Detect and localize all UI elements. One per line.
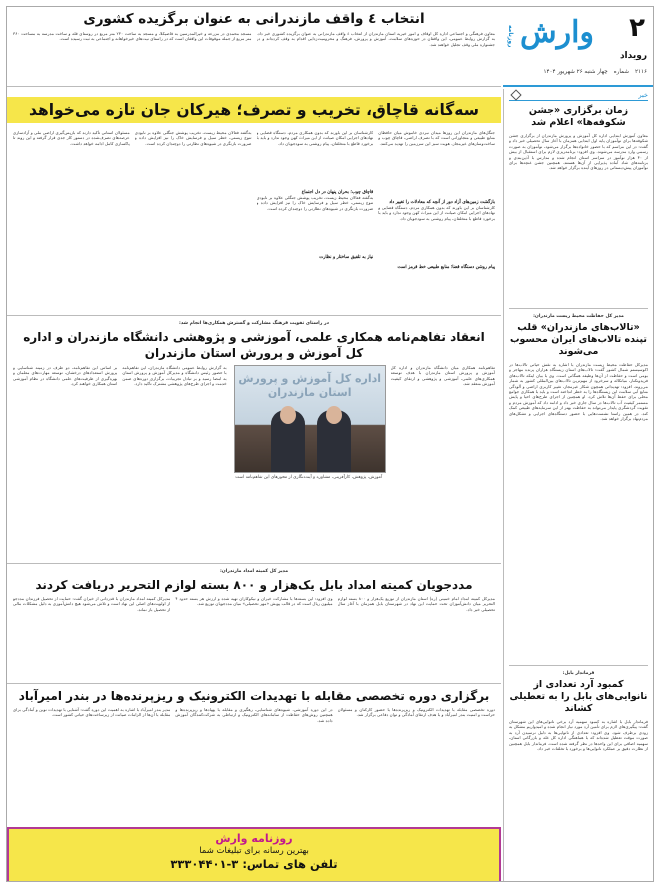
ad-brand: روزنامه وارش [215, 832, 293, 845]
hyrcan-col2: کارشناسان بر این باورند که بدون همکاری مردم، دستگاه قضایی و نهادهای اجرایی امکان صیانت از این میراث کهن وجود ندارد و باید با برخورد قاطع با متخلفان، پیام روشنی به سودجویان داد. [256, 130, 374, 146]
sidebar-story2-body: مدیرکل حفاظت محیط زیست مازندران با اشاره به نقش حیاتی تالاب‌ها در اکوسیستم شمال کشور گفت: تالاب‌های استان زیستگاه هزاران پرنده مهاجر و بومی است و حفاظت از آن‌ها وظیفه همگانی است. وی با بیان اینکه تالاب‌های فریدونکنار، میانکاله و سرخرود از مهم‌ترین تالاب‌های بین‌المللی کشور به شمار می‌روند، افزود: تهدیداتی همچون شکار غیرمجاز، تغییر کاربری اراضی و آلودگی منابع آبی سلامت این زیستگاه‌ها را به خطر انداخته است و باید با همکاری جوامع محلی برای حفظ آن‌ها تلاش کرد. او همچنین از اجرای طرح‌های احیا و پایش مستمر کیفیت آب تالاب‌ها در سال جاری خبر داد و ادامه داد که آموزش مردم و تقویت گردشگری پایدار می‌تواند به حفاظت بهتر از این سرمایه‌های طبیعی کمک کند. در همین راستا نشست‌هایی با حضور دستگاه‌های اجرایی و تشکل‌های مردم‌نهاد برگزار خواهد شد. [509, 362, 648, 422]
course-body-mid: در این دوره آموزشی، شیوه‌های شناسایی، رهگیری و مقابله با پهپادها و ریزپرنده‌ها و همچنین روش‌های حفاظت از سامانه‌های الکترونیک و ارتباطی به شرکت‌کنندگان آموزش داده شد. [175, 707, 333, 723]
issue-meta [544, 69, 647, 75]
course-story [7, 685, 501, 825]
sidebar-story3-body: فرماندار بابل با اشاره به کمبود سهمیه آرد برخی نانوایی‌های این شهرستان گفت: پیگیری‌های لازم برای تأمین آرد مورد نیاز انجام شده و امیدواریم مشکل به زودی برطرف شود. وی افزود: تعدادی از نانوایی‌ها به دلیل نرسیدن آرد به صورت موقت تعطیل شده‌اند که با هماهنگی اداره کل غله و بازرگانی استان، سهمیه اضافی برای این واحدها در نظر گرفته شده است. فرماندار بابل همچنین از نظارت دقیق بر عملکرد نانوایی‌ها و برخورد با تخلفات خبر داد. [509, 719, 648, 752]
hyrcan-col4: مسئولان استانی تأکید دارند که بازپس‌گیری اراضی ملی و آزادسازی عرصه‌های تصرف‌شده در دستور کار جدی قرار گرفته و این روند تا پاکسازی کامل ادامه خواهد داشت. [13, 130, 130, 146]
sidebar-section-label: خبر [638, 90, 648, 99]
issue-number: ۲۱۱۶ [634, 69, 647, 75]
relief-body-left: مدیرکل کمیته امداد مازندران با قدردانی از خیران گفت: حمایت از تحصیل فرزندان مددجو از اولویت‌های اصلی این نهاد است و تلاش می‌شود هیچ دانش‌آموزی به دلیل مشکلات مالی از تحصیل باز نماند. [13, 596, 171, 612]
ad-phone: تلفن های تماس: ۳-۳۳۳۰۴۴۰۱ [170, 857, 338, 871]
hyrcan-col1: جنگل‌های مازندران این روزها میدان نبردی خاموش میان حافظان منابع طبیعی و متجاوزانی است که با تصرف اراضی، قاچاق چوب و ساخت‌وسازهای غیرمجاز، هویت سبز این سرزمین را تهدید می‌کنند. [378, 130, 495, 146]
divider [509, 308, 648, 309]
hyrcan-subhead1: بازگشت زمین‌های آزاد دور از آنچه که معادلات را تغییر داد [389, 200, 495, 205]
mou-story [7, 317, 501, 561]
mou-body-mid: به گزارش روابط عمومی دانشگاه مازندران، این تفاهم‌نامه با حضور رئیس دانشگاه و مدیرکل آموزش و پرورش استان به امضا رسید و بر تبادل تجربیات، برگزاری دوره‌های ضمن خدمت و اجرای طرح‌های پژوهشی مشترک تأکید دارد. [122, 365, 227, 387]
mou-body-left: بر اساس این تفاهم‌نامه، دو طرف در زمینه شناسایی و پرورش استعدادهای درخشان، توسعه مهارت‌های معلمان و بهره‌گیری از ظرفیت‌های علمی دانشگاه در نظام آموزشی استان همکاری خواهند کرد. [13, 365, 118, 387]
issue-date: چهار شنبه ۲۶ شهریور ۱۴۰۴ [543, 69, 608, 75]
headline-banner [7, 97, 501, 123]
issue-label: شماره [613, 69, 629, 75]
hyrcan-subhead3: نیاز به تلفیق ساختار و نظارت [319, 255, 374, 260]
masthead [503, 7, 653, 87]
divider [7, 563, 501, 564]
relief-title: مددجویان کمیته امداد بابل یک‌هزار و ۸۰۰ بسته لوازم التحریر دریافت کردند [35, 578, 473, 592]
divider [509, 665, 648, 666]
newspaper-page [6, 6, 654, 882]
top-story-body-left: مسجد محمدی در مزرعه و خیرالمدرسین به قاضیکلا، و مسجد به ساحت ۲۳۰ متر مربع در روستای قله و ساخت مدرسه به مساحت ۳۶۰ متر مربع از جمله موقوفات این واقفان است که در راستای نیت‌های خیرخواهانه و اجتماعی به ثبت رسیده است. [13, 31, 252, 42]
mou-photo [234, 365, 386, 473]
ad-tagline: بهترین رسانه برای تبلیغات شما [199, 846, 309, 856]
relief-story [7, 565, 501, 681]
top-story-title: انتخاب ٤ واقف مازندرانی به عنوان برگزیده کشوری [83, 11, 425, 27]
advertisement-box [7, 827, 501, 882]
newspaper-logo: وارش [520, 15, 594, 50]
diamond-icon [510, 89, 521, 100]
top-story [7, 7, 501, 87]
mou-title: انعقاد تفاهم‌نامه همکاری علمی، آموزشی و پژوهشی دانشگاه مازندران و اداره کل آموزش و پرورش استان مازندران [23, 330, 485, 360]
hyrcan-col3: به‌گفته فعالان محیط زیست، تخریب پوشش جنگلی علاوه بر نابودی تنوع زیستی، خطر سیل و فرسایش خاک را نیز افزایش داده و ضرورت بازنگری در شیوه‌های نظارتی را دوچندان کرده است. [134, 130, 252, 146]
course-title: برگزاری دوره تخصصی مقابله با تهدیدات الکترونیک و ریزپرنده‌ها در بندر امیرآباد [18, 689, 490, 703]
hyrcan-subhead4: پیام روشن دستگاه قضا؛ منابع طبیعی خط قرمز است [397, 265, 495, 270]
hyrcan-col2b: به‌گفته فعالان محیط زیست، تخریب پوشش جنگلی علاوه بر نابودی تنوع زیستی، خطر سیل و فرسایش خاک را نیز افزایش داده و ضرورت بازنگری در شیوه‌های نظارتی را دوچندان کرده است. [256, 195, 374, 211]
sidebar-story2-title: «تالاب‌های مازندران» قلب تپنده تالاب‌های ایران محسوب می‌شوند [510, 322, 647, 357]
hyrcan-col1b: کارشناسان بر این باورند که بدون همکاری مردم، دستگاه قضایی و نهادهای اجرایی امکان صیانت از این میراث کهن وجود ندارد و باید با برخورد قاطع با متخلفان، پیام روشنی به سودجویان داد. [378, 205, 495, 221]
top-story-body-right: معاون فرهنگی و اجتماعی اداره کل اوقاف و امور خیریه استان مازندران از انتخاب ٤ واقف مازندرانی به عنوان برگزیده کشوری خبر داد. به گزارش روابط عمومی، این واقفان در حوزه‌های سلامت، آموزش و پرورش، فرهنگ و محرومیت‌زدایی اقدام به وقف کرده‌اند و در جشنواره ملی وقف تجلیل خواهند شد. [256, 31, 495, 47]
sidebar-story1-title: زمان برگزاری «جشن شکوفه‌ها» اعلام شد [528, 105, 629, 128]
sidebar-story2-lead: مدیر کل حفاظت محیط زیست مازندران: [533, 314, 624, 319]
divider [7, 683, 501, 684]
sidebar-header [509, 89, 648, 101]
sidebar-story3-lead: فرماندار بابل: [562, 671, 595, 676]
photo-wall-text: اداره کل آموزش و پرورش استان مازندران [238, 372, 382, 399]
photo-caption: آموزش، پژوهش، کارآفرینی، مشاوره و آینده‌نگاری از محورهای این تفاهم‌نامه است [235, 475, 383, 480]
hyrcan-subhead2: قاچاق چوب؛ بحران پنهان در دل اجتماع [301, 190, 374, 195]
divider [7, 315, 501, 316]
mou-lead: در راستای تقویت فرهنگ مشارکت و گسترش همکاری‌ها انجام شد: [179, 321, 329, 326]
course-body-right: دوره تخصصی مقابله با تهدیدات الکترونیک و ریزپرنده‌ها با حضور کارکنان و مسئولان حراست و امنیت بندر امیرآباد و با هدف ارتقای آمادگی و توان دفاعی برگزار شد. [337, 707, 495, 718]
mou-body-right: تفاهم‌نامه همکاری میان دانشگاه مازندران و اداره کل آموزش و پرورش استان مازندران با هدف توسعه همکاری‌های علمی، آموزشی و پژوهشی و ارتقای کیفیت آموزش منعقد شد. [390, 365, 495, 387]
relief-lead: مدیر کل کمیته امداد مازندران: [219, 569, 289, 574]
page-number: ۲ [629, 13, 645, 43]
banner-headline: سه‌گانه قاچاق، تخریب و تصرف؛ هیرکان جان تازه می‌خواهد [29, 101, 479, 119]
course-body-left: مدیر بندر امیرآباد با اشاره به اهمیت این دوره گفت: آشنایی با تهدیدات نوین و آمادگی برای مقابله با آن‌ها از الزامات صیانت از زیرساخت‌های حیاتی کشور است. [13, 707, 171, 718]
relief-body-right: مدیرکل کمیته امداد امام خمینی (ره) استان مازندران از توزیع یک‌هزار و ۸۰۰ بسته لوازم التحریر میان دانش‌آموزان تحت حمایت این نهاد در شهرستان بابل همزمان با آغاز سال تحصیلی خبر داد. [337, 596, 495, 612]
newspaper-logo-sub: روزنامه [507, 25, 514, 48]
sidebar-story1-body: معاون آموزش ابتدایی اداره کل آموزش و پرورش مازندران از برگزاری جشن شکوفه‌ها برای نوآموزان پایه اول ابتدایی همزمان با آغاز سال تحصیلی خبر داد و گفت: در این مراسم که با حضور خانواده‌ها برگزار می‌شود، نوآموزان به صورت رسمی وارد مدرسه می‌شوند. وی افزود: برنامه‌ریزی لازم برای استقبال از بیش از ۴۰ هزار نوآموز در سراسر استان انجام شده و مدارس با آذین‌بندی و برنامه‌های شاد آماده پذیرایی از آن‌ها هستند. همچنین جشن غنچه‌ها برای نوآموزان پیش‌دبستانی در روزهای آینده برگزار خواهد شد. [509, 133, 648, 171]
sidebar-news [503, 89, 653, 882]
section-name: رویداد [619, 51, 647, 61]
relief-body-mid: وی افزود: این بسته‌ها با مشارکت خیران و نیکوکاران تهیه شده و ارزش هر بسته حدود ۴ میلیون ریال است که در قالب پویش «مهر تحصیلی» میان مددجویان توزیع شد. [175, 596, 333, 607]
sidebar-story3-title: کمبود آرد تعدادی از نانوایی‌های بابل را به تعطیلی کشاند [509, 679, 648, 714]
hyrcan-story [7, 127, 501, 313]
